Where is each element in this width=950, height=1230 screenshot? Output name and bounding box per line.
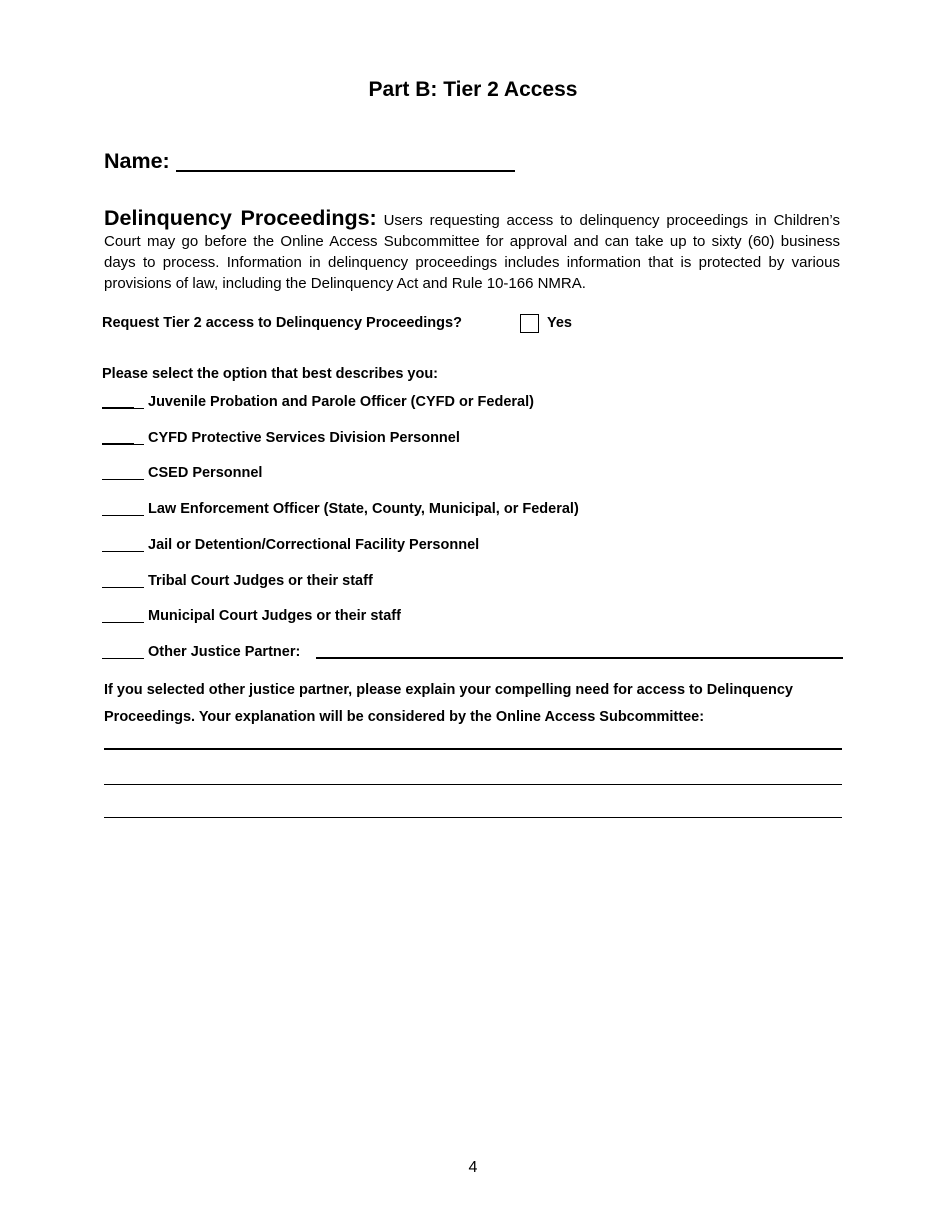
option-csed	[102, 463, 844, 485]
name-label: Name:	[104, 149, 170, 173]
option-label: CSED Personnel	[148, 465, 263, 481]
option-label: Tribal Court Judges or their staff	[148, 573, 373, 589]
option-blank[interactable]	[102, 587, 144, 588]
other-partner-input-line[interactable]	[316, 657, 843, 659]
option-law-enforcement	[102, 499, 844, 521]
yes-label: Yes	[547, 315, 572, 331]
option-blank[interactable]	[102, 443, 134, 445]
tier2-request-row	[102, 312, 622, 336]
yes-checkbox[interactable]	[520, 314, 539, 333]
option-blank[interactable]	[102, 622, 144, 623]
option-label: Juvenile Probation and Parole Officer (CYFD or Federal)	[148, 394, 534, 410]
option-blank-tail	[134, 444, 144, 445]
option-label: Other Justice Partner:	[148, 644, 301, 660]
option-blank-tail	[134, 408, 144, 409]
explanation-prompt: If you selected other justice partner, please explain your compelling need for access to Delinquency Proceedings. Your explanation will be considered by the Online Access Subcommittee:	[104, 682, 793, 725]
explanation-line[interactable]	[104, 784, 842, 785]
option-blank[interactable]	[102, 551, 144, 552]
option-blank[interactable]	[102, 515, 144, 516]
intro-text: Users requesting access to delinquency proceedings in Children’s Court may go before the Online Access Subcommittee for approval and can take up to sixty (60) business days to process. Information in delinquency proceedings includes information that is protected by various provisions of law, including the Delinquency Act and Rule 10-166 NMRA.	[104, 212, 840, 292]
option-cyfd-protective	[102, 428, 844, 450]
option-blank[interactable]	[102, 407, 134, 409]
explanation-line[interactable]	[104, 817, 842, 818]
option-jail-detention	[102, 535, 844, 557]
option-other-justice-partner	[102, 642, 844, 664]
option-label: CYFD Protective Services Division Personnel	[148, 430, 460, 446]
option-blank[interactable]	[102, 479, 144, 480]
request-label: Request Tier 2 access to Delinquency Proceedings?	[102, 315, 462, 331]
page-title: Part B: Tier 2 Access	[368, 78, 578, 101]
option-label: Jail or Detention/Correctional Facility Personnel	[148, 537, 480, 553]
option-tribal-court	[102, 571, 844, 593]
option-label: Law Enforcement Officer (State, County, Municipal, or Federal)	[148, 501, 579, 517]
select-heading: Please select the option that best describes you:	[102, 366, 439, 382]
page-number: 4	[468, 1159, 478, 1176]
option-label: Municipal Court Judges or their staff	[148, 608, 401, 624]
intro-heading: Delinquency Proceedings:	[104, 206, 377, 230]
option-blank[interactable]	[102, 658, 144, 659]
option-juvenile-probation	[102, 392, 844, 414]
name-input-line[interactable]	[176, 170, 515, 172]
delinquency-intro	[104, 208, 840, 294]
explanation-line[interactable]	[104, 748, 842, 750]
option-municipal-court	[102, 606, 844, 628]
